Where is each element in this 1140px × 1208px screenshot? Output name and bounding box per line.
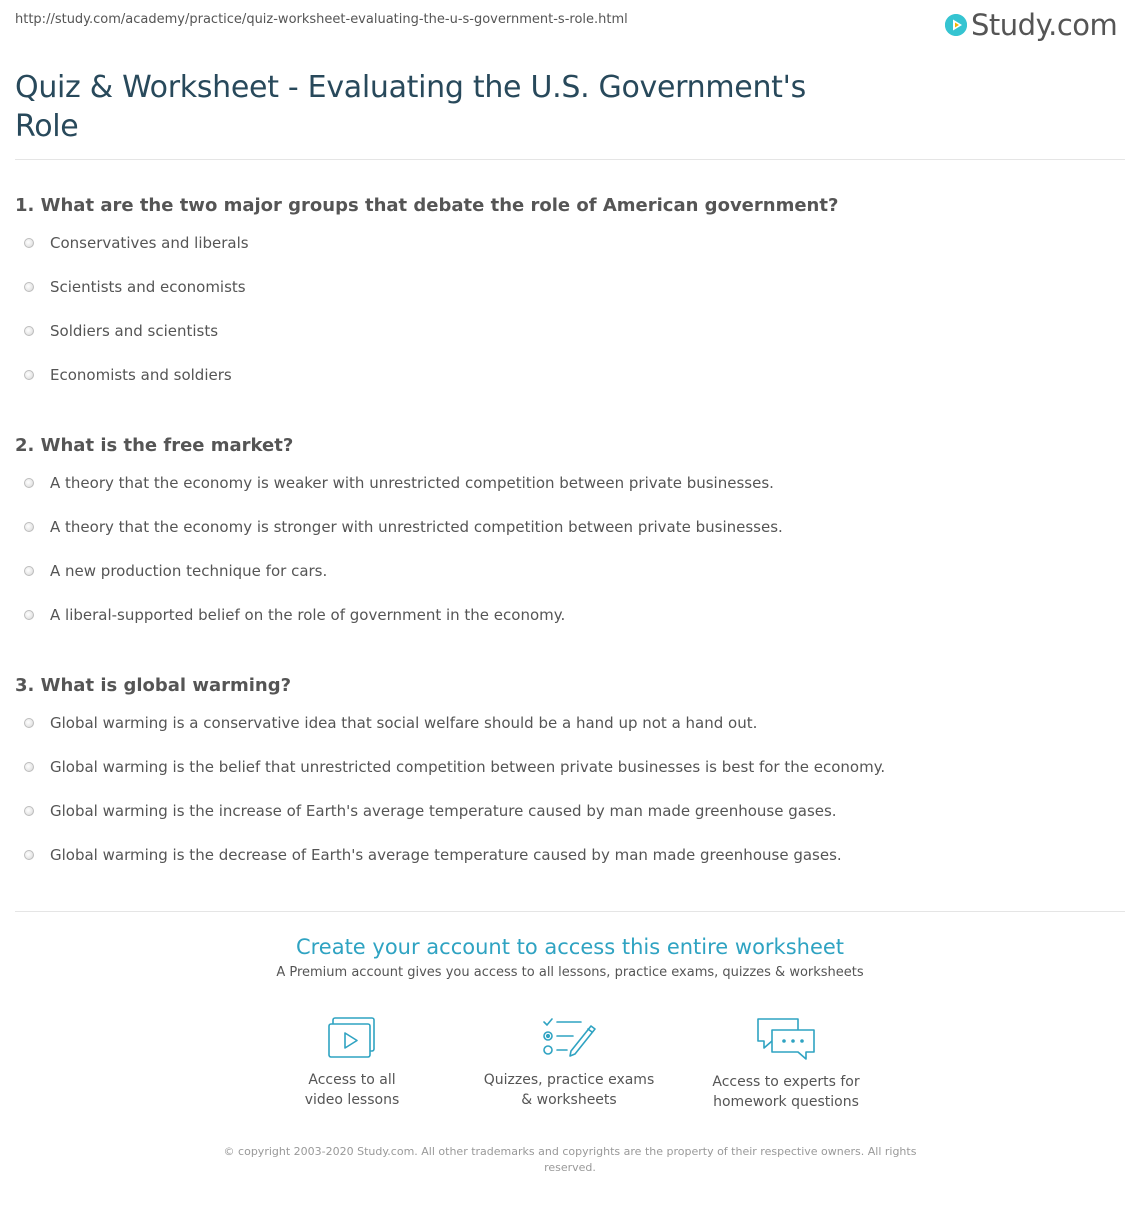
answer-options bbox=[15, 473, 1115, 649]
option-label: Scientists and economists bbox=[50, 278, 246, 296]
top-bar bbox=[0, 0, 1140, 60]
question-text: 2. What is the free market? bbox=[15, 435, 294, 456]
feature-label-line: & worksheets bbox=[521, 1092, 617, 1108]
option-label: Soldiers and scientists bbox=[50, 322, 219, 340]
option-label: Global warming is the increase of Earth's average temperature caused by man made greenhouse gases. bbox=[50, 802, 837, 820]
feature-label-line: Quizzes, practice exams bbox=[483, 1072, 655, 1088]
answer-options bbox=[15, 713, 1115, 889]
feature-label-line: video lessons bbox=[304, 1092, 400, 1108]
option-label: Global warming is a conservative idea that social welfare should be a hand up not a hand out. bbox=[50, 714, 758, 732]
answer-option[interactable] bbox=[15, 713, 1115, 757]
title-divider bbox=[15, 159, 1125, 160]
quiz-checklist-icon bbox=[541, 1016, 597, 1060]
answer-option[interactable] bbox=[15, 757, 1115, 801]
footer-copyright: © copyright 2003-2020 Study.com. All other trademarks and copyrights are the property of their respective owners. All rights reserved. bbox=[223, 1145, 917, 1174]
option-label: A theory that the economy is weaker with unrestricted competition between private businesses. bbox=[50, 474, 774, 492]
answer-option[interactable] bbox=[15, 517, 1115, 561]
question-1 bbox=[15, 193, 1115, 409]
radio-button-icon[interactable] bbox=[24, 806, 34, 816]
option-label: Global warming is the decrease of Earth's average temperature caused by man made greenhouse gases. bbox=[50, 846, 842, 864]
answer-options bbox=[15, 233, 1115, 409]
cta-subtitle: A Premium account gives you access to all lessons, practice exams, quizzes & worksheets bbox=[276, 965, 864, 980]
radio-button-icon[interactable] bbox=[24, 718, 34, 728]
radio-button-icon[interactable] bbox=[24, 478, 34, 488]
feature-quizzes bbox=[469, 1016, 669, 1110]
logo-suffix: .com bbox=[1048, 8, 1118, 42]
radio-button-icon[interactable] bbox=[24, 238, 34, 248]
question-2 bbox=[15, 433, 1115, 649]
question-text: 3. What is global warming? bbox=[15, 675, 292, 696]
cta-title-link[interactable]: Create your account to access this entire worksheet bbox=[295, 935, 845, 959]
question-3 bbox=[15, 673, 1115, 889]
feature-label-line: Access to all bbox=[308, 1072, 396, 1088]
page-title: Quiz & Worksheet - Evaluating the U.S. Government's Role bbox=[15, 70, 806, 144]
feature-video-lessons bbox=[252, 1016, 452, 1110]
radio-button-icon[interactable] bbox=[24, 850, 34, 860]
option-label: A new production technique for cars. bbox=[50, 562, 328, 580]
radio-button-icon[interactable] bbox=[24, 326, 34, 336]
play-logo-icon bbox=[945, 14, 967, 36]
answer-option[interactable] bbox=[15, 321, 1115, 365]
answer-option[interactable] bbox=[15, 605, 1115, 649]
option-label: Global warming is the belief that unrestricted competition between private businesses is best for the economy. bbox=[50, 758, 886, 776]
answer-option[interactable] bbox=[15, 233, 1115, 277]
signup-cta bbox=[0, 933, 1140, 982]
radio-button-icon[interactable] bbox=[24, 370, 34, 380]
questions-divider bbox=[15, 911, 1125, 912]
video-lessons-icon bbox=[326, 1016, 378, 1060]
answer-option[interactable] bbox=[15, 277, 1115, 321]
radio-button-icon[interactable] bbox=[24, 610, 34, 620]
option-label: Economists and soldiers bbox=[50, 366, 232, 384]
radio-button-icon[interactable] bbox=[24, 566, 34, 576]
answer-option[interactable] bbox=[15, 561, 1115, 605]
answer-option[interactable] bbox=[15, 801, 1115, 845]
radio-button-icon[interactable] bbox=[24, 522, 34, 532]
option-label: Conservatives and liberals bbox=[50, 234, 249, 252]
radio-button-icon[interactable] bbox=[24, 282, 34, 292]
feature-experts bbox=[686, 1016, 886, 1112]
option-label: A theory that the economy is stronger with unrestricted competition between private businesses. bbox=[50, 518, 783, 536]
page-url: http://study.com/academy/practice/quiz-worksheet-evaluating-the-u-s-government-s-role.html bbox=[15, 12, 628, 27]
study-logo[interactable] bbox=[945, 8, 1117, 42]
answer-option[interactable] bbox=[15, 473, 1115, 517]
answer-option[interactable] bbox=[15, 845, 1115, 889]
question-text: 1. What are the two major groups that debate the role of American government? bbox=[15, 195, 839, 216]
option-label: A liberal-supported belief on the role of government in the economy. bbox=[50, 606, 566, 624]
logo-name: Study bbox=[971, 8, 1049, 42]
answer-option[interactable] bbox=[15, 365, 1115, 409]
feature-label-line: Access to experts for bbox=[712, 1074, 860, 1090]
feature-label-line: homework questions bbox=[713, 1094, 859, 1110]
chat-bubbles-icon bbox=[754, 1016, 818, 1062]
radio-button-icon[interactable] bbox=[24, 762, 34, 772]
